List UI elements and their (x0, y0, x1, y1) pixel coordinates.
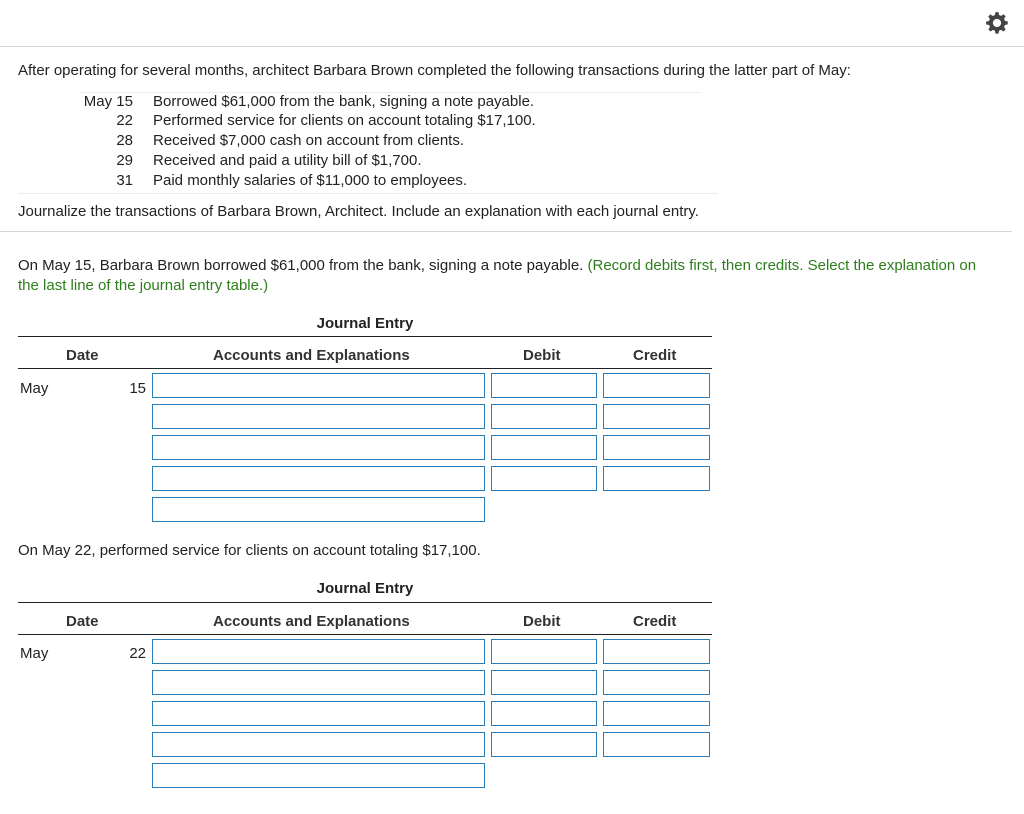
explanation-input[interactable] (152, 763, 485, 788)
debit-input[interactable] (491, 670, 597, 695)
date-column-header: Date (66, 347, 99, 364)
transaction-description: Received $7,000 cash on account from clients. (153, 132, 465, 149)
account-input[interactable] (152, 732, 485, 757)
question-1-prompt (18, 256, 978, 296)
transaction-date: 31 (116, 172, 133, 189)
debit-input[interactable] (491, 373, 597, 398)
credit-input[interactable] (603, 435, 710, 460)
transaction-date: 28 (116, 132, 133, 149)
credit-input[interactable] (603, 732, 710, 757)
date-column-header: Date (66, 613, 99, 630)
transaction-description: Borrowed $61,000 from the bank, signing a note payable. (153, 93, 535, 110)
account-input[interactable] (152, 670, 485, 695)
debit-input[interactable] (491, 639, 597, 664)
debit-input[interactable] (491, 732, 597, 757)
transaction-date: 29 (116, 152, 133, 169)
instruction-text: Journalize the transactions of Barbara Brown, Architect. Include an explanation with each journal entry. (18, 203, 699, 220)
journal-header-bottom-rule (18, 368, 712, 369)
debit-input[interactable] (491, 404, 597, 429)
transaction-date: May 15 (83, 93, 133, 110)
journal-header-top-rule (18, 602, 712, 603)
intro-text: After operating for several months, architect Barbara Brown completed the following transactions during the latter part of May: (18, 62, 851, 79)
entry-month: May (20, 645, 49, 662)
transaction-date: 22 (116, 112, 133, 129)
question-1-hint: (Record debits first, then credits. Select the explanation on the last line of the journal entry table.) (18, 257, 977, 294)
journal-title: Journal Entry (316, 315, 414, 332)
debit-input[interactable] (491, 435, 597, 460)
gear-icon[interactable] (984, 10, 1010, 36)
section-divider (0, 231, 1012, 232)
transaction-description: Paid monthly salaries of $11,000 to employees. (153, 172, 468, 189)
credit-input[interactable] (603, 404, 710, 429)
journal-header-bottom-rule (18, 634, 712, 635)
credit-column-header: Credit (633, 613, 677, 630)
transactions-bottom-rule (18, 193, 718, 194)
transaction-description: Performed service for clients on account totaling $17,100. (153, 112, 536, 129)
debit-column-header: Debit (523, 613, 561, 630)
account-input[interactable] (152, 639, 485, 664)
account-input[interactable] (152, 466, 485, 491)
debit-column-header: Debit (523, 347, 561, 364)
accounts-column-header: Accounts and Explanations (213, 613, 410, 630)
account-input[interactable] (152, 701, 485, 726)
account-input[interactable] (152, 404, 485, 429)
journal-title: Journal Entry (316, 580, 414, 597)
accounts-column-header: Accounts and Explanations (213, 347, 410, 364)
account-input[interactable] (152, 373, 485, 398)
credit-input[interactable] (603, 639, 710, 664)
credit-input[interactable] (603, 373, 710, 398)
journal-header-top-rule (18, 336, 712, 337)
question-2-text: On May 22, performed service for clients on account totaling $17,100. (18, 542, 481, 559)
account-input[interactable] (152, 435, 485, 460)
credit-input[interactable] (603, 466, 710, 491)
debit-input[interactable] (491, 701, 597, 726)
credit-column-header: Credit (633, 347, 677, 364)
debit-input[interactable] (491, 466, 597, 491)
credit-input[interactable] (603, 670, 710, 695)
credit-input[interactable] (603, 701, 710, 726)
question-1-text: On May 15, Barbara Brown borrowed $61,000 from the bank, signing a note payable. (18, 257, 584, 274)
entry-day: 22 (129, 645, 146, 662)
entry-month: May (20, 380, 49, 397)
explanation-input[interactable] (152, 497, 485, 522)
entry-day: 15 (129, 380, 146, 397)
transaction-description: Received and paid a utility bill of $1,700. (153, 152, 422, 169)
top-divider (0, 46, 1024, 47)
